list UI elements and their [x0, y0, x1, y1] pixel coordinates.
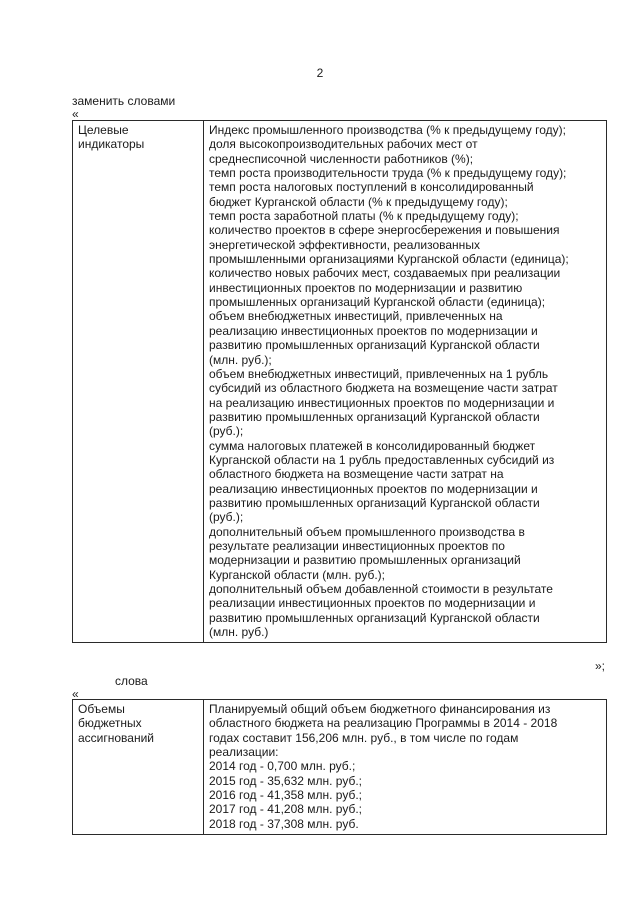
row-content [204, 700, 607, 835]
text-line: объем внебюджетных инвестиций, привлеченных на 1 рубль [209, 366, 549, 381]
page-number: 2 [316, 66, 324, 80]
label-line: индикаторы [78, 137, 145, 152]
text-line: (млн. руб.) [209, 625, 269, 640]
text-line: развитию промышленных организаций Курганской области [209, 610, 540, 625]
row-content [204, 121, 607, 643]
label-line: Объемы [78, 702, 125, 716]
text-line: областного бюджета на реализацию Программы в 2014 - 2018 [209, 716, 558, 731]
text-line: реализацию инвестиционных проектов по модернизации и [209, 323, 538, 338]
text-line: темп роста налоговых поступлений в консолидированный [209, 180, 534, 195]
text-line: субсидий из областного бюджета на возмещение части затрат [209, 381, 558, 396]
text-line: на реализацию инвестиционных проектов по модернизации и [209, 395, 555, 410]
text-line: результате реализации инвестиционных проектов по [209, 538, 505, 553]
text-line: реализации инвестиционных проектов по модернизации и [209, 596, 536, 611]
text-line: дополнительный объем промышленного производства в [209, 524, 525, 539]
text-line: 2015 год - 35,632 млн. руб.; [209, 773, 363, 788]
words-text: слова [115, 674, 148, 688]
text-line: Курганской области на 1 рубль предоставленных субсидий из [209, 452, 555, 467]
text-line: Курганской области (млн. руб.); [209, 567, 386, 582]
label-line: ассигнований [78, 730, 155, 745]
text-line: (млн. руб.); [209, 352, 272, 367]
text-line: доля высокопроизводительных рабочих мест от [209, 137, 478, 152]
text-line: развитию промышленных организаций Курганской области [209, 409, 540, 424]
text-line: 2014 год - 0,700 млн. руб.; [209, 759, 356, 774]
text-line: (руб.); [209, 424, 244, 439]
text-line: энергетической эффективности, реализованных [209, 237, 480, 252]
text-line: сумма налоговых платежей в консолидированный бюджет [209, 438, 536, 453]
text-line: промышленными организациями Курганской области (единица); [209, 252, 569, 267]
text-line: инвестиционных проектов по модернизации и развитию [209, 280, 523, 295]
table-row [73, 700, 607, 835]
text-line: объем внебюджетных инвестиций, привлеченных на [209, 309, 503, 324]
text-line: модернизации и развитию промышленных организаций [209, 553, 521, 568]
budget-allocations-table [72, 699, 607, 835]
text-line: промышленных организаций Курганской области (единица); [209, 295, 546, 310]
text-line: реализации: [209, 745, 279, 760]
text-line: реализацию инвестиционных проектов по модернизации и [209, 481, 538, 496]
text-line: 2016 год - 41,358 млн. руб.; [209, 788, 363, 803]
text-line: бюджет Курганской области (% к предыдущему году); [209, 194, 508, 209]
text-line: 2017 год - 41,208 млн. руб.; [209, 802, 363, 817]
target-indicators-table [72, 120, 607, 643]
text-line: Планируемый общий объем бюджетного финансирования из [209, 702, 551, 716]
text-line: дополнительный объем добавленной стоимости в результате [209, 582, 553, 596]
text-line: (руб.); [209, 510, 244, 525]
table-row [73, 121, 607, 643]
text-line: Индекс промышленного производства (% к предыдущему году); [209, 123, 566, 137]
text-line: количество проектов в сфере энергосбережения и повышения [209, 223, 560, 238]
open-quote: « [72, 687, 79, 701]
row-label [73, 121, 204, 643]
text-line: годах составит 156,206 млн. руб., в том числе по годам [209, 730, 519, 745]
text-line: областного бюджета на возмещение части затрат на [209, 467, 504, 482]
text-line: темп роста производительности труда (% к предыдущему году); [209, 166, 567, 181]
close-quote: »; [595, 659, 606, 673]
replace-with-text: заменить словами [72, 94, 176, 108]
text-line: 2018 год - 37,308 млн. руб. [209, 816, 359, 831]
label-line: бюджетных [78, 716, 142, 731]
text-line: развитию промышленных организаций Курганской области [209, 495, 540, 510]
text-line: развитию промышленных организаций Курганской области [209, 338, 540, 353]
label-line: Целевые [78, 123, 129, 137]
row-label [73, 700, 204, 835]
text-line: количество новых рабочих мест, создаваемых при реализации [209, 266, 561, 281]
text-line: темп роста заработной платы (% к предыдущему году); [209, 209, 519, 224]
text-line: среднесписочной численности работников (%); [209, 151, 474, 166]
open-quote: « [72, 107, 79, 121]
